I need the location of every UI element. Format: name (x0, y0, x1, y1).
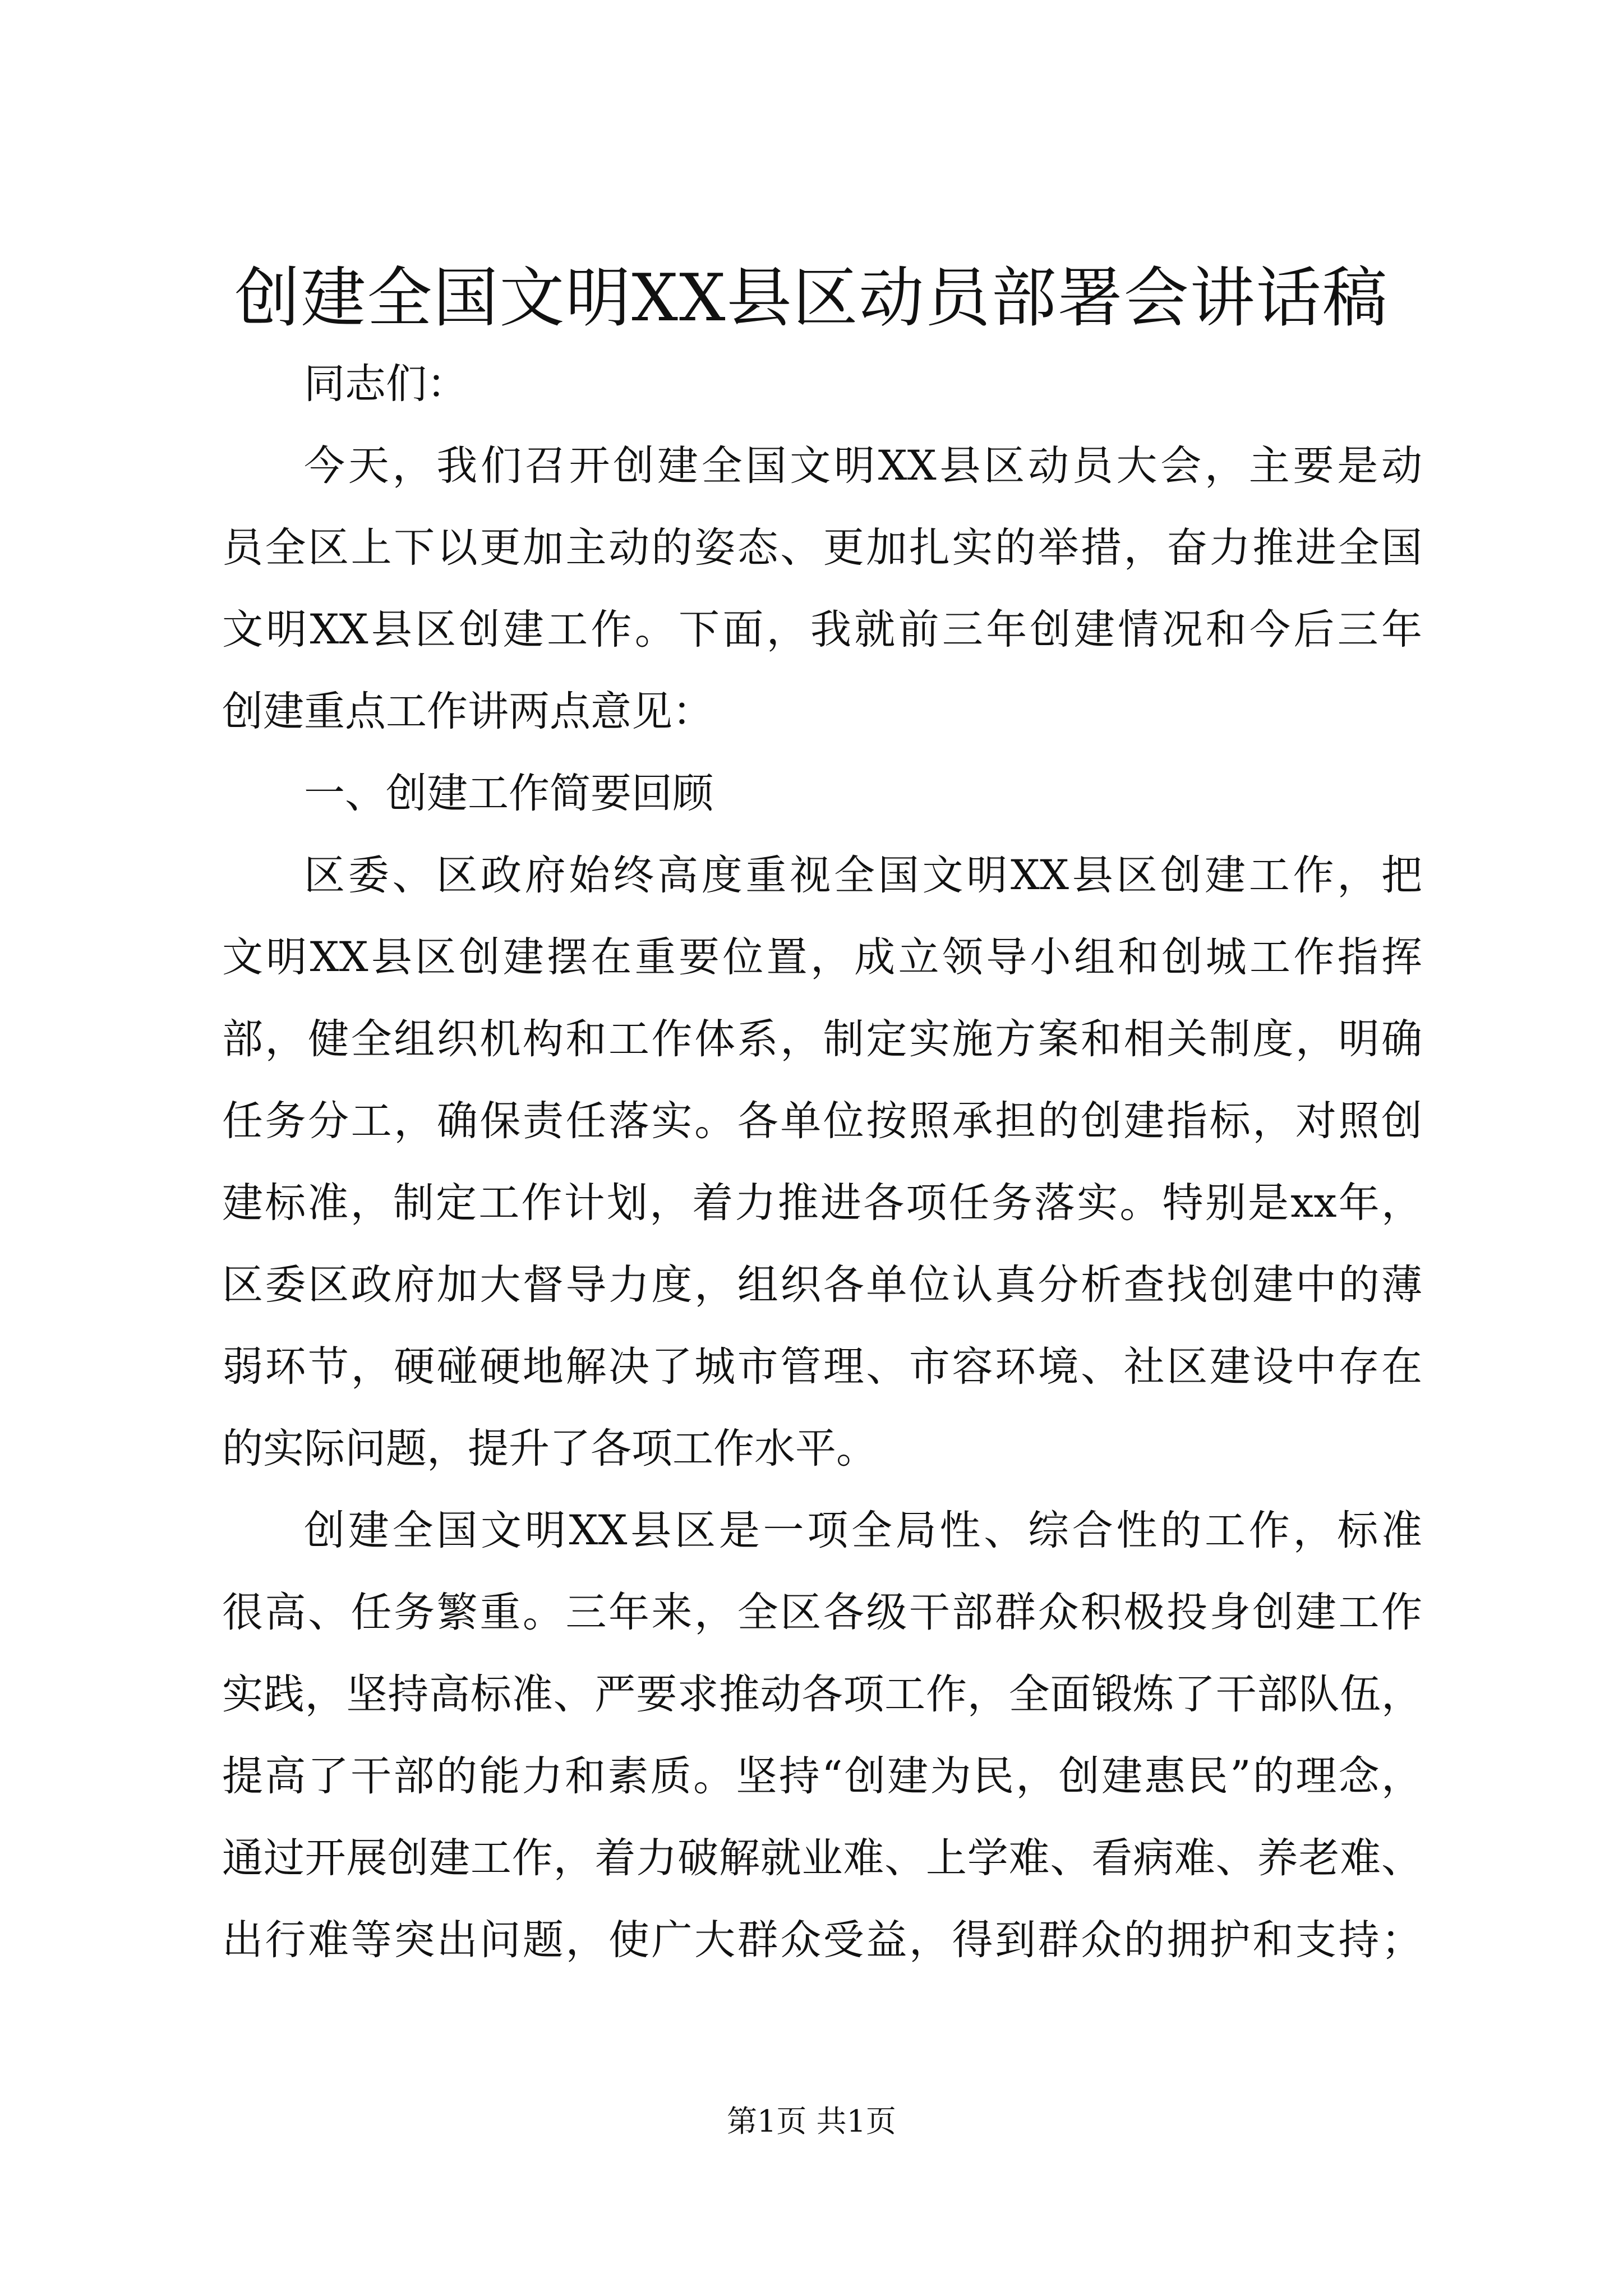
paragraph-line: 区委、区政府始终高度重视全国文明XX县区创建工作，把 (304, 852, 1422, 899)
paragraph-intro (222, 425, 1422, 753)
paragraph-line: 建标准，制定工作计划，着力推进各项任务落实。特别是xx年， (222, 1179, 1422, 1227)
paragraph-line: 弱环节，硬碰硬地解决了城市管理、市容环境、社区建设中存在 (222, 1343, 1422, 1391)
paragraph-line: 创建全国文明XX县区是一项全局性、综合性的工作，标准 (304, 1507, 1422, 1554)
paragraph-line: 区委区政府加大督导力度，组织各单位认真分析查找创建中的薄 (222, 1261, 1422, 1309)
page-footer: 第1页 共1页 (727, 2104, 896, 2139)
paragraph-review (222, 835, 1422, 1490)
paragraph-line: 通过开展创建工作，着力破解就业难、上学难、看病难、养老难、 (222, 1834, 1422, 1882)
paragraph-line: 提高了干部的能力和素质。坚持“创建为民，创建惠民”的理念， (222, 1752, 1422, 1800)
section-heading: 一、创建工作简要回顾 (304, 770, 713, 817)
paragraph-line: 文明XX县区创建摆在重要位置，成立领导小组和创城工作指挥 (222, 933, 1422, 981)
paragraph-line: 创建重点工作讲两点意见： (222, 688, 713, 735)
paragraph-line: 今天，我们召开创建全国文明XX县区动员大会，主要是动 (304, 442, 1422, 490)
paragraph-line: 文明XX县区创建工作。下面，我就前三年创建情况和今后三年 (222, 606, 1422, 654)
paragraph-achievements (222, 1490, 1422, 1981)
paragraph-line: 的实际问题，提升了各项工作水平。 (222, 1425, 877, 1473)
document-title: 创建全国文明XX县区动员部署会讲话稿 (234, 260, 1389, 336)
paragraph-line: 员全区上下以更加主动的姿态、更加扎实的举措，奋力推进全国 (222, 524, 1422, 572)
paragraph-line: 任务分工，确保责任落实。各单位按照承担的创建指标，对照创 (222, 1097, 1422, 1145)
paragraph-line: 实践，坚持高标准、严要求推动各项工作，全面锻炼了干部队伍， (222, 1671, 1422, 1718)
paragraph-line: 很高、任务繁重。三年来，全区各级干部群众积极投身创建工作 (222, 1589, 1422, 1636)
document-body (222, 343, 1422, 1981)
paragraph-line: 部，健全组织机构和工作体系，制定实施方案和相关制度，明确 (222, 1015, 1422, 1063)
paragraph-line: 出行难等突出问题，使广大群众受益，得到群众的拥护和支持； (222, 1916, 1422, 1964)
salutation: 同志们： (304, 360, 468, 408)
